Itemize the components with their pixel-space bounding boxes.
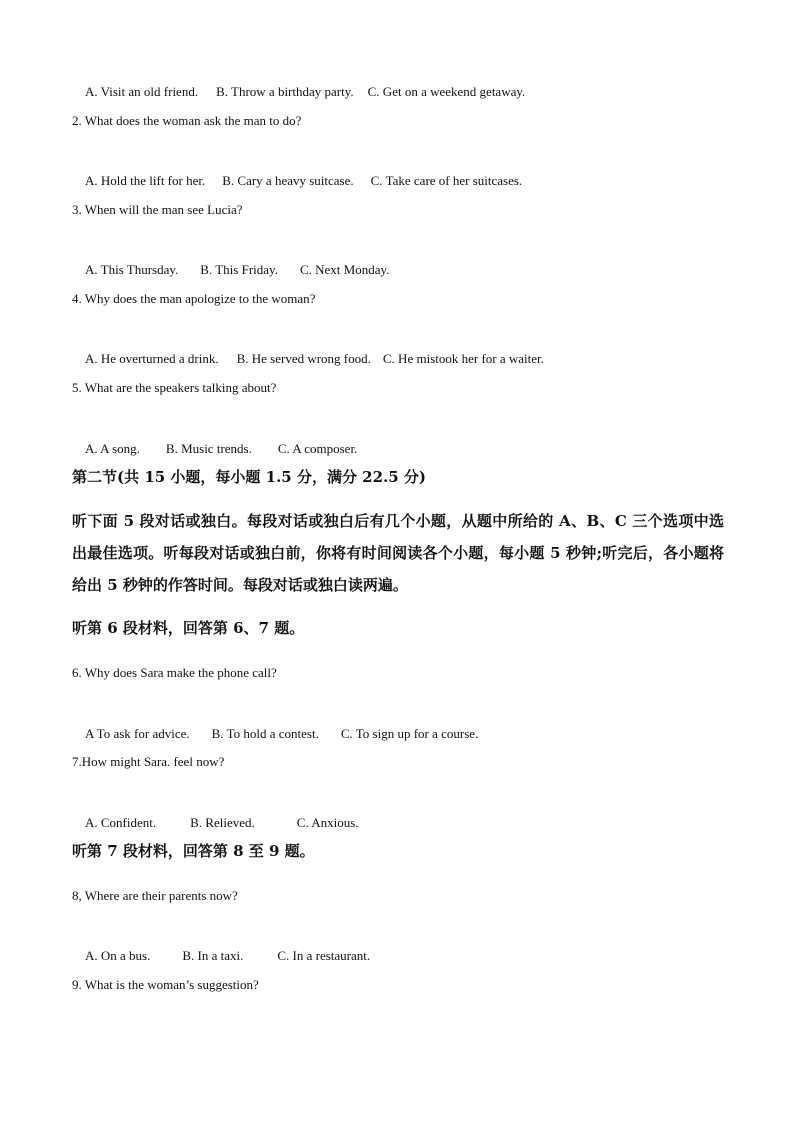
option-b: B. Relieved. — [190, 815, 255, 830]
option-c: C. In a restaurant. — [277, 948, 371, 963]
question-3: 3. When will the man see Lucia? — [72, 202, 243, 217]
section-instructions: 听下面 5 段对话或独白。每段对话或独白后有几个小题，从题中所给的 A、B、C 三个选项中选出最佳选项。听每段对话或独白前，你将有时间阅读各个小题，每小题 5 秒钟;听完后，各小题将给出 5 秒钟的作答时间。每段对话或独白读两遍。 — [72, 512, 724, 594]
option-c: C. He mistook her for a waiter. — [382, 351, 544, 366]
question-9: 9. What is the woman’s suggestion? — [72, 977, 259, 992]
section-heading: 第二节(共 15 小题，每小题 1.5 分，满分 22.5 分) — [72, 468, 427, 486]
option-c: C. Take care of her suitcases. — [370, 173, 523, 188]
q2-options — [72, 157, 522, 205]
option-c: C. Next Monday. — [299, 262, 390, 277]
question-2: 2. What does the woman ask the man to do? — [72, 113, 302, 128]
q8-options — [72, 932, 370, 980]
q7-options — [72, 799, 359, 847]
option-b: B. In a taxi. — [182, 948, 244, 963]
option-c: C. Anxious. — [296, 815, 359, 830]
option-a: A. He overturned a drink. — [85, 351, 219, 366]
option-c: C. A composer. — [277, 441, 358, 456]
question-4: 4. Why does the man apologize to the woman? — [72, 291, 316, 306]
passage-6-heading: 听第 6 段材料，回答第 6、7 题。 — [72, 619, 305, 637]
option-a: A. On a bus. — [85, 948, 151, 963]
option-a: A To ask for advice. — [85, 726, 190, 741]
q5-options — [72, 425, 357, 473]
option-b: B. Throw a birthday party. — [216, 84, 354, 99]
passage-7-heading: 听第 7 段材料，回答第 8 至 9 题。 — [72, 842, 315, 860]
option-a: A. A song. — [85, 441, 140, 456]
option-a: A. Hold the lift for her. — [85, 173, 206, 188]
option-b: B. He served wrong food. — [236, 351, 371, 366]
question-5: 5. What are the speakers talking about? — [72, 380, 277, 395]
q6-options — [72, 710, 478, 758]
option-a: A. Visit an old friend. — [85, 84, 199, 99]
option-b: B. This Friday. — [200, 262, 278, 277]
option-b: B. Cary a heavy suitcase. — [222, 173, 354, 188]
option-c: C. Get on a weekend getaway. — [367, 84, 526, 99]
option-a: A. This Thursday. — [85, 262, 179, 277]
q4-options — [72, 335, 544, 383]
option-a: A. Confident. — [85, 815, 157, 830]
option-c: C. To sign up for a course. — [340, 726, 479, 741]
option-b: B. Music trends. — [165, 441, 252, 456]
q3-options — [72, 246, 389, 294]
option-b: B. To hold a contest. — [211, 726, 319, 741]
question-6: 6. Why does Sara make the phone call? — [72, 665, 277, 680]
question-7: 7.How might Sara. feel now? — [72, 754, 225, 769]
question-8: 8, Where are their parents now? — [72, 888, 238, 903]
q1-options — [72, 68, 525, 116]
